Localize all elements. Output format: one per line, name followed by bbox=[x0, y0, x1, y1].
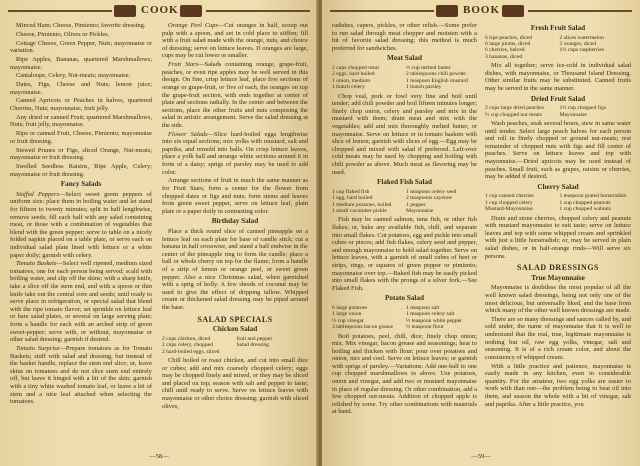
header-ornament-icon bbox=[502, 5, 524, 17]
paragraph: Chill boiled or roast chicken, and cut into small dice or cubes; add and mix coarsely chopped celery; eggs may be chopped finely and mixed, or they may be sliced and placed on top; season with salt and pepper to taste; chill until ready to serve. Serve on lettuce leaves with mayonnaise or other choice dressing; garnish with sliced olives, bbox=[162, 356, 308, 410]
ingredient: ½ teaspoon white pepper bbox=[406, 317, 462, 324]
ingredient: Mustard-Mayonnaise bbox=[485, 206, 533, 213]
paragraph: Tomato Baskets—Select well ripened, medium sized tomatoes, one for each person being served; scald with boiling water, and slip off the skins; with a sharp knife, take a slice off the stem end, and with a spoon or thin knife take out the central core and seeds; until ready to serve place in refrigeration, or special salad that blend with the ripe tomato flavor; set sprinkle on lettuce leaf or bare salad plates, or several on large serving plate; form a handle for each with an arched strip of green sweet-pepper; serve with, or without, mayonnaise or other salad dressing; garnish if desired. bbox=[10, 260, 152, 344]
paragraph: Stewed Prunes or Figs, sliced Orange, Nut-meats; mayonnaise or fruit dressing. bbox=[10, 146, 152, 162]
paragraph: Boil potatoes, peel, chill, dice; finely chop onion; mix. Mix vinegar, bacon grease and seasonings; heat to boiling and thicken with flour; pour over potatoes and onion, mix and cool. Serve on lettuce leaves; or garnish with sprigs of parsley.—Variations: Add one-half to one cup chopped marshmallows to above. Use potatoes, onion and vinegar, and add two or mustard mayonnaise in place of regular dressing. Or other combination, add a few chopped nut-meats. Addition of chopped apple is relished by some. Try other combinations with materials at hand. bbox=[332, 332, 477, 416]
paragraph: radishes, capers, pickles, or other relish.—Some prefer to run salad through meat chopper and moisten with a bit of favorite salad dressing; this method is much preferred for sandwiches. bbox=[332, 22, 477, 52]
ingredient: 1 cup flaked fish bbox=[332, 188, 370, 195]
paragraph: Orange Peel Cups—Cut oranges in half, scoop out pulp with a spoon, and set in cold place to stiffen; fill with a fruit salad made with the orange, nuts, and choice of dressing; serve on lettuce leaves. If oranges are large, cups may be cut lower or smaller. bbox=[162, 22, 308, 60]
ingredient: 2 tablespoons chili powder bbox=[406, 71, 467, 78]
ingredient bbox=[237, 349, 309, 355]
header-rule bbox=[8, 10, 112, 12]
paragraph: Wash peaches, soak several hours, stew in same water until tender. Select large peach halves for each person and roll in finely chopped or ground nut-meats; rest remainder of chopped nuts with figs and fill center of peaches. Serve on lettuce leaves and top with mayonnaise.—Dried apricots may be used instead of peaches. Small fruit, such as grapes, raisins or cherries, may be added if desired. bbox=[485, 120, 631, 181]
recipe-title: Tomato Surprise bbox=[16, 345, 60, 352]
ingredient: 1 teaspoon celery salt bbox=[406, 311, 455, 318]
chapter-heading: SALAD DRESSINGS bbox=[517, 263, 599, 273]
ingredient-list bbox=[485, 35, 631, 61]
ingredient: 1 teaspoon English mustard bbox=[406, 77, 468, 84]
section-heading: True Mayonnaise bbox=[531, 273, 585, 282]
ingredient: 1 medium potatoes, boiled bbox=[332, 201, 392, 208]
ingredient: 3 bananas, diced bbox=[485, 53, 523, 60]
left-page-header bbox=[8, 4, 310, 18]
ingredient: 1½ cup chopped figs bbox=[559, 105, 607, 112]
ingredient: 2 oranges, diced bbox=[559, 41, 597, 47]
section-heading: Birthday Salad bbox=[211, 217, 259, 226]
ingredient-list bbox=[332, 305, 477, 331]
header-word-cook: COOK bbox=[141, 4, 179, 16]
paragraph: Tomato Surprise—Prepare tomatoes as for Tomato Baskets; stuff with salad and dressing, but instead of the basket handle, replace the stem end slice; or, leave skins on tomatoes and do not slice stem end entirely off, but leave it hinged with a bit of the skin; garnish with a tiny white washed tomato leaf, or leave a bit of stem and a nice leaf attached when selecting the tomatoes. bbox=[10, 345, 152, 406]
ingredient: Mayonnaise bbox=[406, 207, 434, 214]
ingredient: Mayonnaise bbox=[559, 111, 587, 118]
ingredient: 1 cup chopped celery bbox=[485, 199, 533, 206]
paragraph: Fruit Stars—Salads containing orange, grape-fruit, peaches, or even ripe apples may be well served in this design. On fine, crisp lettuce leaf, place five sections of orange or grape-fruit, or five of each, the oranges on top the grape-fruit section, with ends together at center of plate and sections radially. In the center and between the sections, place the other fruits and nuts composing the salad in artistic arrangement. Serve the salad dressing at the side. bbox=[162, 61, 308, 129]
paragraph: There are so many dressings and sauces called by, and sold under, the name of mayonnaise that it is well to understand that the real, true, legitimate mayonnaise is nothing but oil, raw egg yolks, vinegar, salt and seasoning. It is of a rich cream color, and about the consistency of whipped cream. bbox=[485, 315, 631, 361]
right-page bbox=[322, 0, 640, 466]
ingredient: 1 large onion bbox=[332, 311, 362, 318]
ingredient: 3 tablespoons bacon grease bbox=[332, 324, 394, 331]
ingredient: 2 eggs, hard boiled bbox=[332, 71, 375, 78]
paragraph: Flower Salads—Slice hard-boiled eggs lengthwise into six equal sections; mix yolks with mustard, salt and paprika, and remold into balls. On crisp lettuce leaves, place a yolk ball and arrange white sections around it in form of a daisy; sprigs of parsley may be used to add color. bbox=[162, 130, 308, 176]
page-number-right: —59— bbox=[471, 453, 491, 460]
ingredient: 2 cups large dried peaches bbox=[485, 105, 544, 112]
recipe-title: Fruit Stars bbox=[168, 61, 199, 69]
ingredient: 1 teaspoon celery seed bbox=[406, 188, 457, 195]
header-rule bbox=[528, 10, 632, 12]
paragraph: Any dried or canned Fruit; quartered Marshmallows, Nuts; fruit jelly, mayonnaise. bbox=[10, 113, 152, 129]
ingredient: 1 pepper bbox=[406, 201, 426, 208]
left-column-1 bbox=[10, 22, 152, 448]
ingredient bbox=[560, 54, 632, 60]
ingredient: 2 cups chicken, diced bbox=[162, 335, 211, 342]
ingredient: ½ cup vinegar bbox=[332, 317, 364, 324]
ingredient: 1 onion, medium bbox=[332, 77, 371, 84]
section-heading: Fresh Fruit Salad bbox=[530, 24, 586, 32]
header-ornament-icon bbox=[114, 5, 136, 17]
ingredient: 6 large potatoes bbox=[332, 304, 368, 311]
ingredient-list bbox=[332, 189, 477, 215]
left-column-2 bbox=[162, 22, 308, 448]
ingredient: 1 teaspoon grated horseradish bbox=[559, 193, 627, 200]
header-ornament-icon bbox=[436, 5, 458, 17]
paragraph: Mayonnaise is doubtless the most popular of all the well known salad dressings, being not only one of the most delicious, but universally liked, and the base from which many of the other well known dressings are made. bbox=[485, 284, 631, 315]
ingredient: 1 small cucumber pickle bbox=[332, 207, 387, 214]
right-page-header bbox=[330, 4, 632, 18]
recipe-title: Tomato Baskets bbox=[16, 260, 57, 268]
paragraph: Ripe Apples, Bananas, quartered Marshmallows; mayonnaise. bbox=[10, 55, 152, 71]
paragraph: Chop veal, pork or fowl very fine and boil until tender; add chili powder and boil fifteen minutes longer; finely chop onion, celery and parsley and mix in the mustard with them; drain meat and mix with the vegetables; add and mix thoroughly melted butter, or mayonnaise. Serve on lettuce or in tomato baskets with slice of lemon; garnish with slices of egg.—Egg may be chopped and mixed with salad if preferred. Left-over cold meats may be used by chopping and boiling with chili powder as above. Much meat as flavoring may be used. bbox=[332, 92, 477, 176]
paragraph: Place a thick round slice of canned pineapple on a lettuce leaf on each plate for base of candle stick; cut a banana in half crosswise, and stand a half endwise in the center of the pineapple ring to form the candle; place a ball or whole cherry on top for the flame; form a handle of a strip of lemon or orange peel, or sweet green pepper. Also a nice Christmas salad, when garnished with a sprig of holly. A few shreds of coconut may be used to give the effect of dripping tallow. Whipped cream or thickened salad dressing may be piped around the base. bbox=[162, 228, 308, 311]
ingredient-list bbox=[332, 65, 477, 91]
section-heading: Fancy Salads bbox=[60, 180, 102, 189]
recipe-title: Stuffed Peppers bbox=[16, 190, 59, 198]
paragraph: Canned Apricots or Peaches in halves, quartered Cherries, Nuts; mayonnaise, fruit jelly. bbox=[10, 97, 152, 113]
ingredient: 2 cups chopped meat bbox=[332, 64, 380, 71]
header-rule bbox=[206, 10, 310, 12]
right-column-2 bbox=[485, 22, 631, 448]
paragraph: Arrange sections of fruit in much the same manner as for Fruit Stars; form a center for the flower from chopped dates or figs and nuts; form stems and leaves from green sweet pepper, serve on lettuce leaf, plain plate or a paper doily in contrasting color. bbox=[162, 177, 308, 215]
paragraph: Cantaloupe, Celery, Nut-meats; mayonnaise. bbox=[16, 72, 131, 80]
ingredient: 2 teaspoons cayenne bbox=[406, 195, 452, 202]
paragraph: Mix all together; serve ice-cold in individual salad dishes, with mayonnaise, or Thousand Island Dressing. Other similar fruits may be substituted. Canned fruits may be served in the same manner. bbox=[485, 62, 631, 92]
section-heading: Potato Salad bbox=[385, 294, 424, 303]
ingredient: 1 cup chopped peanuts bbox=[559, 199, 611, 206]
ingredient: 1½ cups raspberries bbox=[559, 47, 605, 54]
section-heading: Dried Fruit Salad bbox=[530, 94, 586, 103]
page-number-left: —58— bbox=[149, 453, 169, 460]
header-ornament-icon bbox=[180, 5, 202, 17]
ingredient: 1 cup canned cherries bbox=[485, 193, 534, 200]
ingredient: 6 large plums, diced bbox=[485, 41, 531, 47]
ingredient: 6 cherries, halved bbox=[485, 47, 525, 54]
ingredient: Salad dressing bbox=[236, 342, 269, 349]
header-word-book: BOOK bbox=[463, 4, 501, 16]
ingredient: ½ cup melted butter bbox=[406, 64, 451, 71]
paragraph: Ripe or canned Fruit, Cheese, Pimiento; mayonnaise or fruit dressing. bbox=[10, 130, 152, 145]
recipe-title: Orange Peel Cups bbox=[168, 22, 218, 29]
paragraph: With a little practice and patience, mayonnaise is easily made in any kitchen, even in considerable quantity. For the amateur, two egg yolks are easier to work with than one—the problem being to beat oil into them, and season the whole with a bit of vinegar, salt and paprika. After a little practice, you bbox=[485, 362, 631, 408]
ingredient-list bbox=[485, 105, 631, 118]
paragraph: Fish may be canned salmon, tuna fish, or other fish flakes; or, bake any available fish, chill, and separate into small flakes. Cut potatoes, egg and pickle into small cubes or pieces; add fish flakes, celery seed and pepper, and enough mayonnaise to hold salad together. Serve on lettuce leaves, with a garnish of small cubes of beet or strips, rings, or squares of green pepper or pimiento; mayonnaise over top.—Baked fish may be easily picked into small flakes with the prongs of a silver fork.—See Flaked Fish. bbox=[332, 216, 477, 292]
paragraph: Drain and stone cherries, chopped celery and peanuts with mustard mayonnaise to suit taste; serve on lettuce leaves and top with some whipped cream and sprinkled with just a little horseradish; or, may be served in plain salad dishes, or in half-orange rinds—Will serve six persons. bbox=[485, 214, 631, 260]
paragraph: Cheese, Pimiento, Olives or Pickles. bbox=[16, 30, 110, 38]
ingredient-list bbox=[485, 193, 631, 212]
chapter-heading: SALAD SPECIALS bbox=[197, 314, 273, 324]
paragraph: Minced Ham; Cheese, Pimiento; favorite dressing. bbox=[16, 22, 146, 29]
ingredient: fruit and pepper bbox=[236, 335, 273, 342]
section-heading: Meat Salad bbox=[387, 54, 422, 63]
ingredient-list bbox=[162, 336, 308, 355]
paragraph: Dates, Figs, Cheese and Nuts; lemon juice; mayonnaise. bbox=[10, 81, 152, 96]
ingredient: 1 bunch celery bbox=[332, 84, 365, 91]
ingredient: 1 teaspoon salt bbox=[406, 304, 440, 311]
ingredient: 1 cup chopped walnuts bbox=[559, 206, 611, 213]
ingredient: 6 ripe peaches, diced bbox=[485, 34, 532, 41]
ingredient: 2 slices watermelon bbox=[559, 34, 604, 41]
ingredient: 2 hard-boiled eggs, sliced bbox=[162, 348, 220, 355]
section-heading: Chicken Salad bbox=[212, 325, 258, 334]
ingredient: 1 egg, hard boiled bbox=[332, 195, 373, 202]
ingredient: ½ teaspoon flour bbox=[406, 324, 444, 331]
paragraph: Stuffed Peppers—Select sweet green peppers of uniform size; place them in boiling water and let stand for fifteen to twenty minutes; split in half lengthwise, remove seeds; fill each half with any salad containing meat, or those with a combination of vegetables that blend with the green pepper; serve to table on a nicely folded napkin placed on a table plate, or serve each on individual salad plate lined with lettuce or a white paper doily; garnish with celery. bbox=[10, 190, 152, 259]
paragraph: Swelled Seedless Raisins, Ripe Apple, Celery; mayonnaise or fruit dressing. bbox=[10, 162, 152, 178]
ingredient: 2 cups celery, chopped bbox=[162, 342, 213, 349]
section-heading: Cherry Salad bbox=[537, 182, 579, 191]
paragraph: Cottage Cheese, Green Pepper, Nuts; mayonnaise or variation. bbox=[10, 39, 152, 55]
section-heading: Flaked Fish Salad bbox=[376, 178, 433, 187]
header-rule bbox=[330, 10, 434, 12]
left-page bbox=[0, 0, 318, 466]
recipe-title: Flower Salads bbox=[168, 130, 208, 138]
right-column-1 bbox=[332, 22, 477, 448]
ingredient: ½ cup chopped nut meats bbox=[485, 111, 543, 118]
ingredient: 1 bunch parsley bbox=[406, 84, 442, 91]
